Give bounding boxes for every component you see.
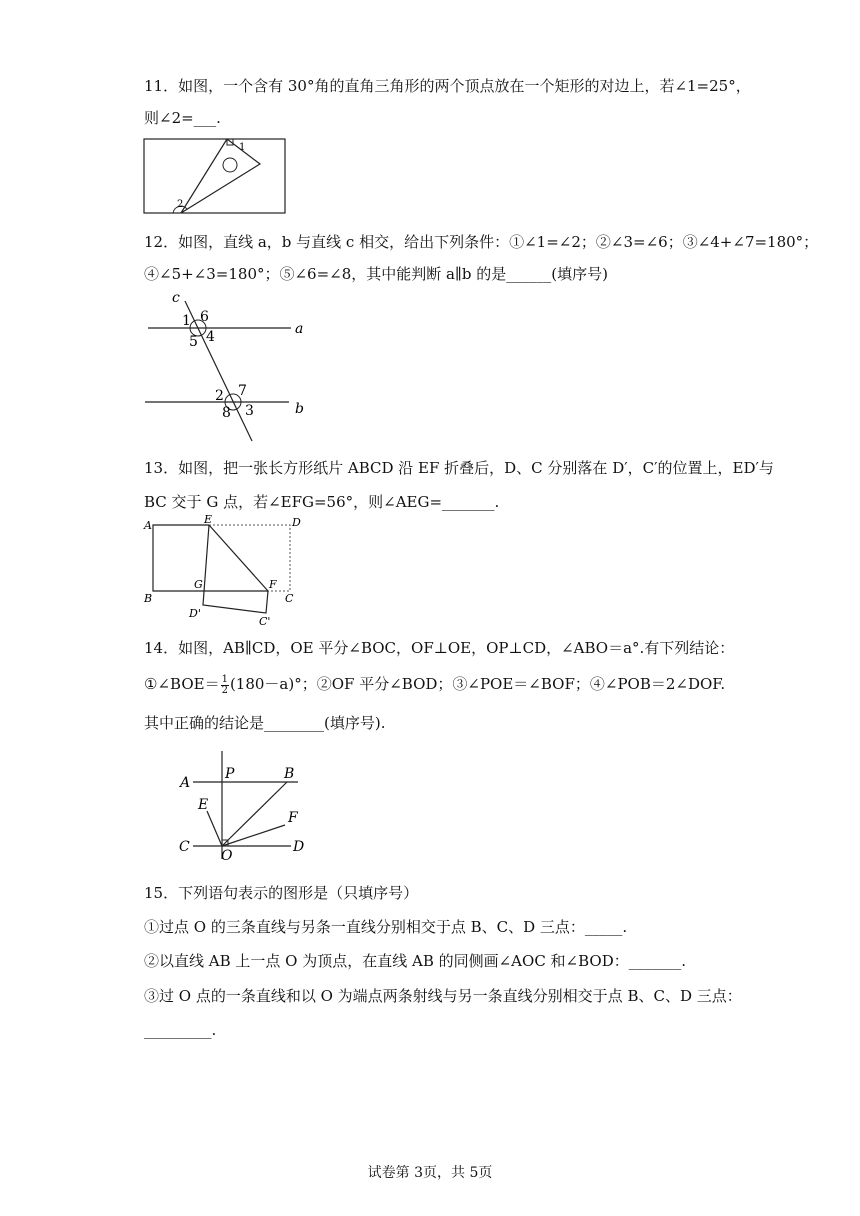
q15-item3-blank: _________. <box>144 1021 217 1039</box>
q15-item3: ③过 O 点的一条直线和以 O 为端点两条射线与另一条直线分别相交于点 B、C、D 三点： <box>144 987 742 1005</box>
q14-frac-num: 1 <box>221 673 228 685</box>
q13-label-C-prime: C' <box>259 615 271 628</box>
q13-rectangle-left <box>153 525 268 591</box>
q14-line2-post: (180－a)°；②OF 平分∠BOD；③∠POE＝∠BOF；④∠POB＝2∠DOF. <box>229 675 726 693</box>
q15-item2: ②以直线 AB 上一点 O 为顶点，在直线 AB 的同侧画∠AOC 和∠BOD：_______. <box>144 952 687 970</box>
q11-figure <box>143 137 288 217</box>
q12-label-6: 6 <box>200 309 209 325</box>
q13-label-B: B <box>144 592 153 605</box>
q14-line2-pre: ①∠BOE＝ <box>144 675 220 693</box>
q13-figure <box>143 514 305 632</box>
q12-label-7: 7 <box>238 383 247 399</box>
q12-line1: 12．如图，直线 a，b 与直线 c 相交，给出下列条件：①∠1=∠2；②∠3=∠6；③∠4+∠7=180°； <box>144 233 819 251</box>
q13-label-D-prime: D' <box>189 607 201 620</box>
q11-rectangle <box>144 139 285 213</box>
q15-title: 15．下列语句表示的图形是（只填序号） <box>144 884 419 902</box>
q14-label-B: B <box>284 766 295 782</box>
q14-line1: 14．如图，AB∥CD，OE 平分∠BOC，OF⊥OE，OP⊥CD，∠ABO＝a°.有下列结论： <box>144 639 735 657</box>
q12-label-2: 2 <box>215 388 224 404</box>
q12-label-b: b <box>295 401 304 417</box>
q13-label-C: C <box>285 592 294 605</box>
q14-ray-OE <box>207 811 222 846</box>
q14-fraction <box>221 675 229 696</box>
q11-hole <box>223 158 237 172</box>
q12-label-8: 8 <box>222 405 231 421</box>
q13-label-E: E <box>204 514 213 526</box>
q13-line2: BC 交于 G 点，若∠EFG=56°，则∠AEG=_______. <box>144 493 500 511</box>
q11-line1: 11．如图，一个含有 30°角的直角三角形的两个顶点放在一个矩形的对边上，若∠1=25°， <box>144 77 751 95</box>
q14-label-D: D <box>293 839 305 855</box>
q13-fold-line <box>209 525 268 591</box>
q12-line2: ④∠5+∠3=180°；⑤∠6=∠8，其中能判断 a∥b 的是______(填序号) <box>144 265 608 283</box>
q12-label-3: 3 <box>245 403 254 419</box>
q14-label-C: C <box>179 839 190 855</box>
q14-line2 <box>144 674 725 696</box>
q13-dotted-original <box>209 525 290 591</box>
q11-label-1: 1 <box>239 142 246 153</box>
q12-label-5: 5 <box>189 334 198 350</box>
q14-label-A: A <box>180 775 191 791</box>
q14-label-E: E <box>198 797 209 813</box>
q15-item1: ①过点 O 的三条直线与另条一直线分别相交于点 B、C、D 三点：_____. <box>144 918 628 936</box>
q14-label-P: P <box>225 766 235 782</box>
q14-ray-OB <box>222 782 287 846</box>
q12-label-1: 1 <box>182 313 191 329</box>
q14-label-O: O <box>221 848 233 864</box>
q11-label-2: 2 <box>177 199 184 210</box>
q13-label-G: G <box>194 578 203 591</box>
q13-label-D: D <box>292 516 301 529</box>
q14-ray-OF <box>222 825 285 846</box>
q14-line3: 其中正确的结论是________(填序号). <box>144 714 386 732</box>
page-footer: 试卷第 3页，共 5页 <box>367 1165 493 1181</box>
q13-label-A: A <box>144 519 152 532</box>
q12-label-c: c <box>172 290 180 306</box>
q13-folded-flap <box>203 525 268 613</box>
q12-line-c <box>185 301 252 441</box>
q14-label-F: F <box>288 810 298 826</box>
q12-label-a: a <box>295 321 304 337</box>
q14-figure <box>174 748 324 866</box>
q11-line2: 则∠2=___. <box>144 109 221 127</box>
q12-figure <box>143 290 313 442</box>
q13-label-F: F <box>269 578 277 591</box>
q13-line1: 13．如图，把一张长方形纸片 ABCD 沿 EF 折叠后，D、C 分别落在 D′，C′的位置上，ED′与 <box>144 459 774 477</box>
q14-frac-den: 2 <box>221 684 228 696</box>
q11-triangle <box>181 139 260 213</box>
q12-label-4: 4 <box>206 329 215 345</box>
